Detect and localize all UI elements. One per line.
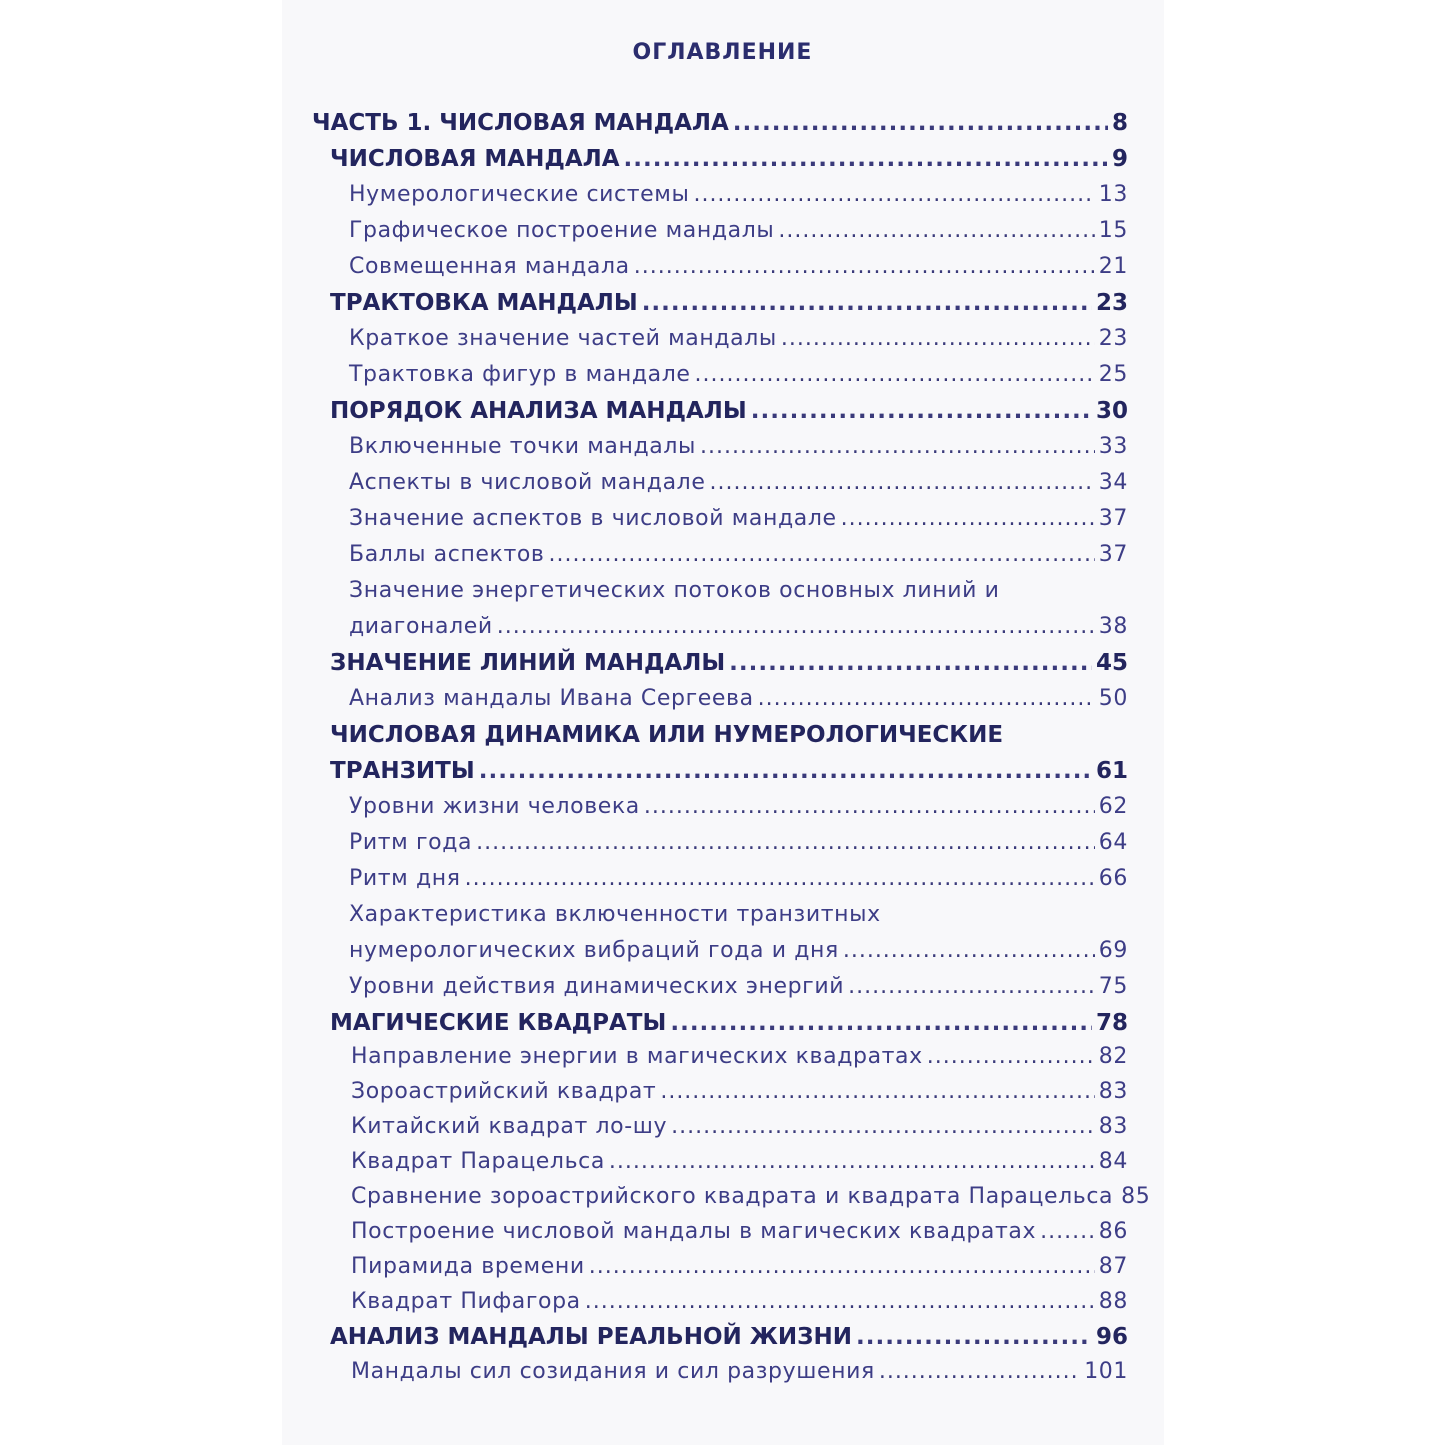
toc-page-number: 45 bbox=[1095, 650, 1128, 676]
toc-entry-label: ЗНАЧЕНИЕ ЛИНИЙ МАНДАЛЫ bbox=[330, 650, 726, 676]
toc-entry-label: Баллы аспектов bbox=[349, 542, 545, 567]
toc-page-number: 61 bbox=[1095, 758, 1128, 784]
dot-leader bbox=[781, 326, 1095, 351]
toc-entry-label: Краткое значение частей мандалы bbox=[349, 326, 777, 351]
toc-entry-label: нумерологических вибраций года и дня bbox=[349, 938, 839, 963]
toc-page-number: 82 bbox=[1098, 1044, 1128, 1069]
dot-leader bbox=[709, 470, 1094, 495]
toc-entry[interactable] bbox=[330, 146, 1128, 172]
toc-entry-label: Квадрат Парацельса bbox=[351, 1149, 605, 1174]
toc-page-number: 83 bbox=[1098, 1079, 1128, 1104]
toc-page-number: 69 bbox=[1098, 938, 1128, 963]
dot-leader bbox=[479, 758, 1092, 784]
dot-leader bbox=[778, 218, 1094, 243]
toc-entry[interactable] bbox=[330, 758, 1128, 784]
toc-page-number: 62 bbox=[1098, 794, 1128, 819]
toc-page-number: 86 bbox=[1098, 1219, 1128, 1244]
toc-entry[interactable] bbox=[349, 794, 1128, 819]
toc-entry[interactable] bbox=[349, 974, 1128, 999]
toc-entry-label: ПОРЯДОК АНАЛИЗА МАНДАЛЫ bbox=[330, 398, 747, 424]
toc-page-number: 85 bbox=[1121, 1184, 1151, 1209]
toc-entry-label: Трактовка фигур в мандале bbox=[349, 362, 691, 387]
dot-leader bbox=[700, 434, 1095, 459]
toc-entry-label: Мандалы сил созидания и сил разрушения bbox=[351, 1359, 875, 1384]
toc-entry-label: ТРАКТОВКА МАНДАЛЫ bbox=[330, 290, 638, 316]
toc-entry[interactable] bbox=[330, 1324, 1128, 1350]
toc-entry-label: Пирамида времени bbox=[351, 1254, 585, 1279]
toc-entry[interactable] bbox=[351, 1219, 1128, 1244]
toc-entry-label: Уровни жизни человека bbox=[349, 794, 640, 819]
dot-leader bbox=[589, 1254, 1095, 1279]
dot-leader bbox=[476, 830, 1095, 855]
toc-entry-label: Квадрат Пифагора bbox=[351, 1289, 581, 1314]
toc-page-number: 87 bbox=[1098, 1254, 1128, 1279]
toc-entry-label-line1: Характеристика включенности транзитных bbox=[349, 902, 881, 927]
dot-leader bbox=[609, 1149, 1095, 1174]
toc-page-number: 15 bbox=[1098, 218, 1128, 243]
toc-entry-label: Совмещенная мандала bbox=[349, 254, 630, 279]
toc-entry-label-line1: Значение энергетических потоков основных линий и bbox=[349, 578, 1000, 603]
dot-leader bbox=[634, 254, 1095, 279]
toc-entry[interactable] bbox=[330, 650, 1128, 676]
toc-page-number: 33 bbox=[1098, 434, 1128, 459]
toc-entry-label: диагоналей bbox=[349, 614, 493, 639]
dot-leader bbox=[1040, 1219, 1095, 1244]
toc-entry-label: Направление энергии в магических квадратах bbox=[351, 1044, 923, 1069]
toc-entry-label: Ритм дня bbox=[349, 866, 461, 891]
toc-page-number: 8 bbox=[1111, 110, 1128, 136]
dot-leader bbox=[644, 794, 1095, 819]
toc-entry-label: Аспекты в числовой мандале bbox=[349, 470, 706, 495]
toc-entry[interactable] bbox=[330, 290, 1128, 316]
toc-entry-label: МАГИЧЕСКИЕ КВАДРАТЫ bbox=[330, 1010, 667, 1036]
toc-entry[interactable] bbox=[349, 470, 1128, 495]
dot-leader bbox=[671, 1114, 1095, 1139]
dot-leader bbox=[693, 182, 1094, 207]
dot-leader bbox=[729, 650, 1092, 676]
dot-leader bbox=[733, 110, 1108, 136]
toc-entry-label-line1: ЧИСЛОВАЯ ДИНАМИКА ИЛИ НУМЕРОЛОГИЧЕСКИЕ bbox=[330, 722, 1004, 748]
toc-page-number: 75 bbox=[1098, 974, 1128, 999]
toc-page-number: 78 bbox=[1095, 1010, 1128, 1036]
toc-page-number: 38 bbox=[1098, 614, 1128, 639]
dot-leader bbox=[465, 866, 1095, 891]
toc-entry[interactable] bbox=[330, 398, 1128, 424]
toc-page-number: 23 bbox=[1095, 290, 1128, 316]
toc-page-number: 37 bbox=[1098, 542, 1128, 567]
dot-leader bbox=[670, 1010, 1092, 1036]
toc-entry[interactable] bbox=[349, 326, 1128, 351]
toc-page-number: 64 bbox=[1098, 830, 1128, 855]
toc-entry-label: Зороастрийский квадрат bbox=[351, 1079, 657, 1104]
toc-entry-label: Китайский квадрат ло-шу bbox=[351, 1114, 668, 1139]
toc-entry-label: Значение аспектов в числовой мандале bbox=[349, 506, 837, 531]
dot-leader bbox=[843, 938, 1095, 963]
toc-entry[interactable] bbox=[351, 1359, 1128, 1384]
dot-leader bbox=[695, 362, 1095, 387]
toc-page-number: 83 bbox=[1098, 1114, 1128, 1139]
dot-leader bbox=[660, 1079, 1094, 1104]
toc-entry-label: Сравнение зороастрийского квадрата и квадрата Парацельса bbox=[351, 1184, 1114, 1209]
toc-entry[interactable] bbox=[349, 938, 1128, 963]
toc-entry[interactable] bbox=[349, 830, 1128, 855]
toc-entry-label: Анализ мандалы Ивана Сергеева bbox=[349, 686, 754, 711]
toc-page-number: 50 bbox=[1098, 686, 1128, 711]
dot-leader bbox=[758, 686, 1095, 711]
toc-entry[interactable] bbox=[351, 1289, 1128, 1314]
toc-entry[interactable] bbox=[351, 1254, 1128, 1279]
toc-entry[interactable] bbox=[349, 686, 1128, 711]
dot-leader bbox=[879, 1359, 1080, 1384]
toc-entry[interactable] bbox=[349, 542, 1128, 567]
dot-leader bbox=[549, 542, 1095, 567]
toc-entry[interactable] bbox=[349, 254, 1128, 279]
dot-leader bbox=[848, 974, 1095, 999]
toc-entry[interactable] bbox=[351, 1079, 1128, 1104]
toc-entry-label: Нумерологические системы bbox=[349, 182, 690, 207]
toc-entry-label: АНАЛИЗ МАНДАЛЫ РЕАЛЬНОЙ ЖИЗНИ bbox=[330, 1324, 853, 1350]
toc-page-number: 66 bbox=[1098, 866, 1128, 891]
dot-leader bbox=[585, 1289, 1095, 1314]
toc-page-number: 37 bbox=[1098, 506, 1128, 531]
dot-leader bbox=[856, 1324, 1092, 1350]
toc-page-number: 101 bbox=[1084, 1359, 1128, 1384]
toc-page-number: 96 bbox=[1095, 1324, 1128, 1350]
dot-leader bbox=[751, 398, 1092, 424]
toc-entry[interactable] bbox=[349, 218, 1128, 243]
toc-entry[interactable] bbox=[349, 434, 1128, 459]
toc-page-number: 30 bbox=[1095, 398, 1128, 424]
page-title: ОГЛАВЛЕНИЕ bbox=[632, 40, 813, 65]
toc-entry-label: Уровни действия динамических энергий bbox=[349, 974, 845, 999]
dot-leader bbox=[624, 146, 1108, 172]
toc-page-number: 88 bbox=[1098, 1289, 1128, 1314]
toc-entry-label: Включенные точки мандалы bbox=[349, 434, 696, 459]
toc-entry[interactable] bbox=[349, 614, 1128, 639]
toc-page-number: 13 bbox=[1098, 182, 1128, 207]
dot-leader bbox=[841, 506, 1095, 531]
toc-entry[interactable] bbox=[351, 1114, 1128, 1139]
toc-entry[interactable] bbox=[351, 1184, 1151, 1209]
toc-page-number: 9 bbox=[1111, 146, 1128, 172]
toc-entry-label: ЧИСЛОВАЯ МАНДАЛА bbox=[330, 146, 620, 172]
toc-entry[interactable] bbox=[330, 1010, 1128, 1036]
toc-entry-label: Построение числовой мандалы в магических квадратах bbox=[351, 1219, 1037, 1244]
toc-entry[interactable] bbox=[349, 866, 1128, 891]
toc-page-number: 34 bbox=[1098, 470, 1128, 495]
toc-entry[interactable] bbox=[349, 182, 1128, 207]
toc-page-number: 84 bbox=[1098, 1149, 1128, 1174]
toc-page-number: 25 bbox=[1098, 362, 1128, 387]
toc-entry[interactable] bbox=[351, 1044, 1128, 1069]
toc-entry[interactable] bbox=[351, 1149, 1128, 1174]
toc-entry-label: ЧАСТЬ 1. ЧИСЛОВАЯ МАНДАЛА bbox=[312, 110, 729, 136]
toc-entry[interactable] bbox=[312, 110, 1128, 136]
toc-entry[interactable] bbox=[349, 362, 1128, 387]
toc-page-number: 23 bbox=[1098, 326, 1128, 351]
dot-leader bbox=[642, 290, 1092, 316]
toc-entry-label: ТРАНЗИТЫ bbox=[330, 758, 475, 784]
toc-page-number: 21 bbox=[1098, 254, 1128, 279]
toc-entry[interactable] bbox=[349, 506, 1128, 531]
dot-leader bbox=[497, 614, 1095, 639]
dot-leader bbox=[927, 1044, 1095, 1069]
toc-entry-label: Ритм года bbox=[349, 830, 473, 855]
toc-entry-label: Графическое построение мандалы bbox=[349, 218, 775, 243]
